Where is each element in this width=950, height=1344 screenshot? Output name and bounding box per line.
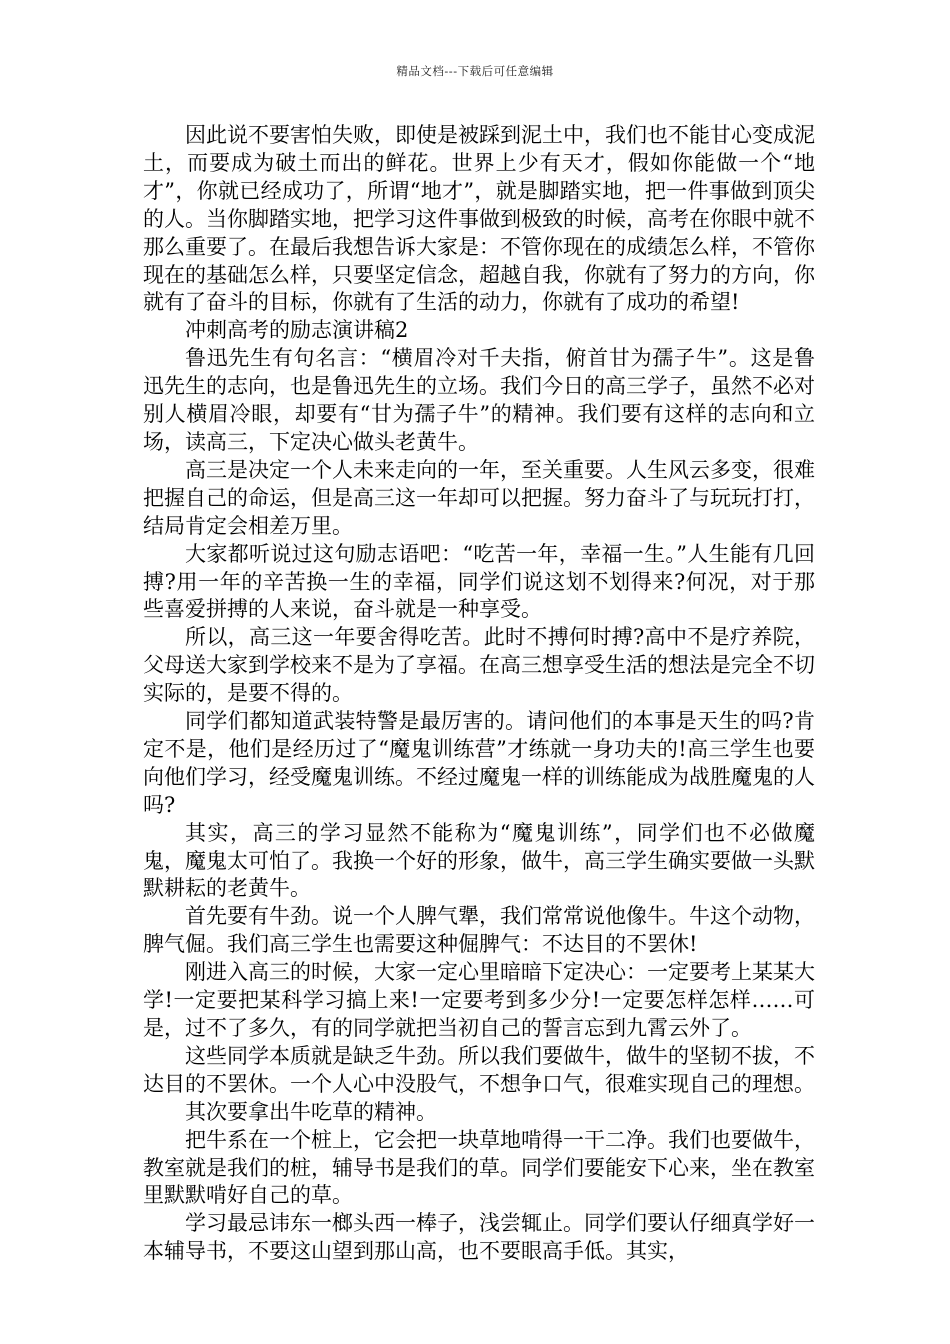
paragraph: 同学们都知道武装特警是最厉害的。请问他们的本事是天生的吗?肯定不是，他们是经历过了“魔鬼训练营”才练就一身功夫的!高三学生也要向他们学习，经受魔鬼训练。不经过魔鬼一样的训练能成为战胜魔鬼的人吗? <box>143 709 815 817</box>
paragraph: 其实，高三的学习显然不能称为“魔鬼训练”，同学们也不必做魔鬼，魔鬼太可怕了。我换一个好的形象，做牛，高三学生确实要做一头默默耕耘的老黄牛。 <box>143 820 815 901</box>
paragraph: 刚进入高三的时候，大家一定心里暗暗下定决心：一定要考上某某大学!一定要把某科学习搞上来!一定要考到多少分!一定要怎样怎样……可是，过不了多久，有的同学就把当初自己的誓言忘到九霄云外了。 <box>143 960 815 1040</box>
paragraph: 所以，高三这一年要舍得吃苦。此时不搏何时搏?高中不是疗养院，父母送大家到学校来不是为了享福。在高三想享受生活的想法是完全不切实际的，是要不得的。 <box>143 625 815 706</box>
paragraph: 这些同学本质就是缺乏牛劲。所以我们要做牛，做牛的坚韧不拔，不达目的不罢休。一个人心中没股气，不想争口气，很难实现自己的理想。 <box>143 1043 815 1096</box>
paragraph: 高三是决定一个人未来走向的一年，至关重要。人生风云多变，很难把握自己的命运，但是高三这一年却可以把握。努力奋斗了与玩玩打打，结局肯定会相差万里。 <box>143 457 815 538</box>
paragraph: 因此说不要害怕失败，即使是被踩到泥土中，我们也不能甘心变成泥土，而要成为破土而出的鲜花。世界上少有天才，假如你能做一个“地才”，你就已经成功了，所谓“地才”，就是脚踏实地，把一件事做到顶尖的人。当你脚踏实地，把学习这件事做到极致的时候，高考在你眼中就不那么重要了。在最后我想告诉大家是：不管你现在的成绩怎么样，不管你现在的基础怎么样，只要坚定信念，超越自我，你就有了努力的方向，你就有了奋斗的目标，你就有了生活的动力，你就有了成功的希望! <box>143 123 815 315</box>
paragraph: 学习最忌讳东一榔头西一棒子，浅尝辄止。同学们要认仔细真学好一本辅导书，不要这山望到那山高，也不要眼高手低。其实， <box>143 1211 815 1264</box>
paragraph: 首先要有牛劲。说一个人脾气犟，我们常常说他像牛。牛这个动物，脾气倔。我们高三学生也需要这种倔脾气：不达目的不罢休! <box>143 904 815 957</box>
paragraph: 其次要拿出牛吃草的精神。 <box>185 1099 437 1124</box>
paragraph: 鲁迅先生有句名言：“横眉冷对千夫指，俯首甘为孺子牛”。这是鲁迅先生的志向，也是鲁迅先生的立场。我们今日的高三学子，虽然不必对别人横眉冷眼，却要有“甘为孺子牛”的精神。我们要有这样的志向和立场，读高三，下定决心做头老黄牛。 <box>143 346 815 454</box>
paragraph: 大家都听说过这句励志语吧：“吃苦一年，幸福一生。”人生能有几回搏?用一年的辛苦换一生的幸福，同学们说这划不划得来?何况，对于那些喜爱拼搏的人来说，奋斗就是一种享受。 <box>143 541 815 622</box>
document-body <box>143 122 815 1266</box>
section-title: 冲刺高考的励志演讲稿2 <box>185 318 409 343</box>
paragraph: 把牛系在一个桩上，它会把一块草地啃得一干二净。我们也要做牛，教室就是我们的桩，辅导书是我们的草。同学们要能安下心来，坐在教室里默默啃好自己的草。 <box>143 1127 815 1208</box>
page-header: 精品文档---下载后可任意编辑 <box>396 64 554 78</box>
